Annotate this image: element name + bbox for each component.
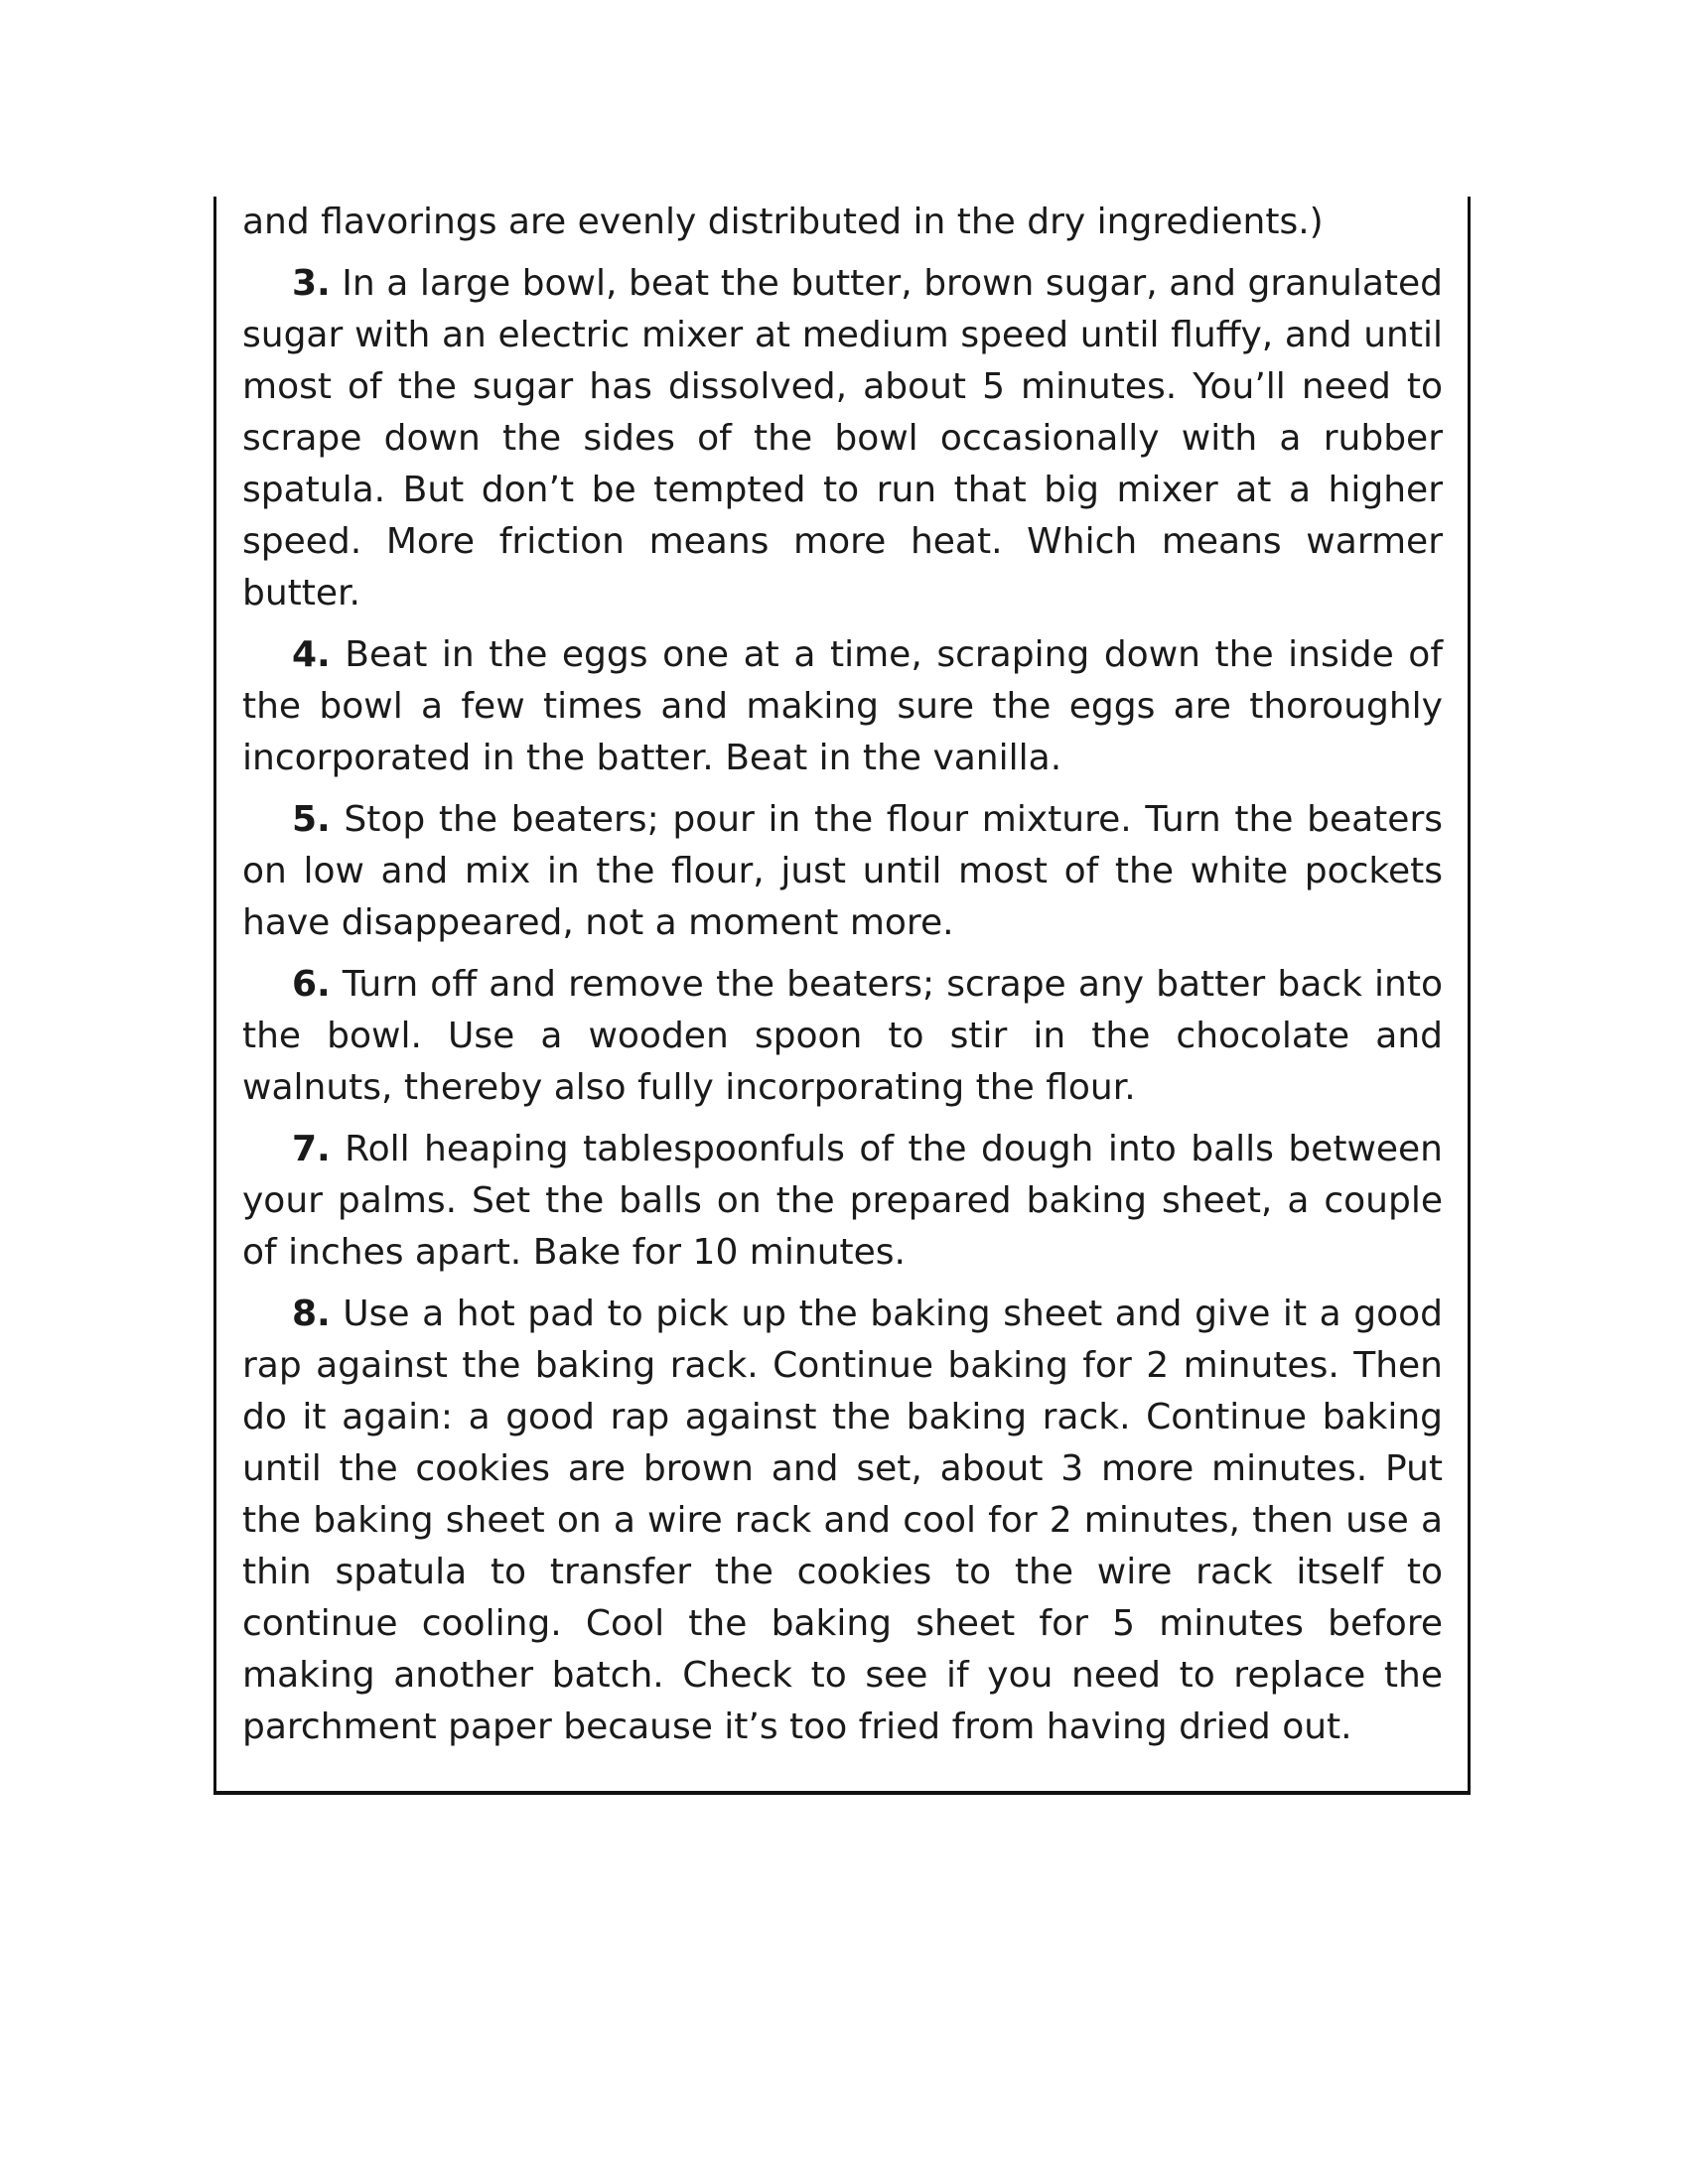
step-number: 6.: [292, 964, 331, 1005]
recipe-instructions-box: [213, 197, 1471, 1795]
step-text: Turn off and remove the beaters; scrape any batter back into the bowl. Use a wooden spoon to stir in the chocolate and walnuts, thereby also fully incorporating the flour.: [242, 964, 1443, 1108]
step-number: 7.: [292, 1129, 331, 1169]
step-paragraph-7: [242, 1124, 1443, 1279]
step-number: 4.: [292, 634, 331, 675]
continuation-paragraph: and flavorings are evenly distributed in the dry ingredients.): [242, 202, 1324, 242]
step-text: Beat in the eggs one at a time, scraping down the inside of the bowl a few times and making sure the eggs are thoroughly incorporated in the batter. Beat in the vanilla.: [242, 634, 1443, 778]
step-text: Stop the beaters; pour in the flour mixture. Turn the beaters on low and mix in the flour, just until most of the white pockets have disappeared, not a moment more.: [242, 799, 1443, 943]
step-number: 5.: [292, 799, 331, 840]
step-number: 8.: [292, 1294, 331, 1334]
step-paragraph-3: [242, 258, 1443, 619]
step-paragraph-5: [242, 794, 1443, 949]
step-paragraph-4: [242, 629, 1443, 784]
step-text: Roll heaping tablespoonfuls of the dough into balls between your palms. Set the balls on the prepared baking sheet, a couple of inches apart. Bake for 10 minutes.: [242, 1129, 1443, 1273]
step-text: Use a hot pad to pick up the baking sheet and give it a good rap against the baking rack. Continue baking for 2 minutes. Then do it again: a good rap against the baking rack. Continue baking until the cookies are brown and set, about 3 more minutes. Put the baking sheet on a wire rack and cool for 2 minutes, then use a thin spatula to transfer the cookies to the wire rack itself to continue cooling. Cool the baking sheet for 5 minutes before making another batch. Check to see if you need to replace the parchment paper because it’s too fried from having dried out.: [242, 1294, 1443, 1747]
step-text: In a large bowl, beat the butter, brown sugar, and granulated sugar with an electric mixer at medium speed until fluffy, and until most of the sugar has dissolved, about 5 minutes. You’ll need to scrape down the sides of the bowl occasionally with a rubber spatula. But don’t be tempted to run that big mixer at a higher speed. More friction means more heat. Which means warmer butter.: [242, 263, 1443, 614]
step-paragraph-6: [242, 959, 1443, 1114]
step-paragraph-8: [242, 1289, 1443, 1753]
step-number: 3.: [292, 263, 331, 304]
